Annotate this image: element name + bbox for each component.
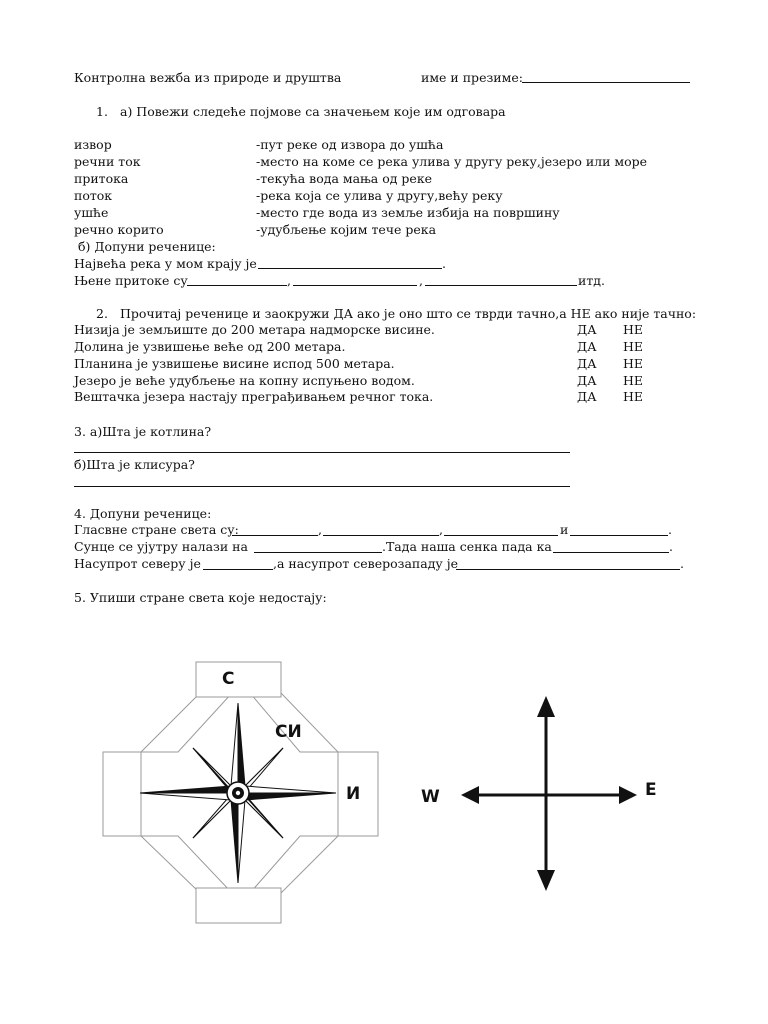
q1-term: извор [74, 137, 112, 152]
rose-center-hole [236, 791, 240, 795]
q1b-sentence-2-end: итд. [578, 273, 605, 288]
rose-point-s-half [238, 793, 245, 883]
compass-rose-diagram [96, 655, 386, 930]
q4-blank-8[interactable] [456, 569, 680, 570]
q1-number: 1. [96, 104, 108, 119]
q1-definition: -пут реке од извора до ушћа [256, 137, 444, 152]
q2-statement: Вештачка језера настају преграђивањем речног тока. [74, 389, 434, 404]
rose-point-w-half [140, 793, 238, 800]
q2-yes-option[interactable]: ДА [577, 322, 597, 337]
q1b-label: б) Допуни реченице: [78, 239, 216, 254]
q4-period: . [668, 522, 672, 537]
rose-point-n [238, 703, 245, 793]
q4-blank-6[interactable] [553, 552, 669, 553]
q1b-sep-2: , [419, 273, 423, 288]
rose-point-n-half [231, 703, 238, 793]
q1b-blank-2[interactable] [187, 285, 287, 286]
q1-term: притока [74, 171, 129, 186]
q1-definition: -река која се улива у другу,већу реку [256, 188, 503, 203]
q3b-answer-line[interactable] [74, 486, 570, 487]
q1b-sentence-1: Највећа река у мом крају је [74, 256, 257, 271]
name-label: име и презиме: [421, 70, 523, 85]
name-blank[interactable] [522, 82, 690, 83]
q2-statement: Долина је узвишење веће од 200 метара. [74, 339, 346, 354]
q1b-sep-1: , [287, 273, 291, 288]
cross-label-east: E [645, 780, 657, 800]
rose-point-e [238, 793, 336, 800]
q2-no-option[interactable]: НЕ [623, 356, 644, 371]
q4-blank-1[interactable] [232, 535, 318, 536]
rose-frame-nw [141, 693, 232, 752]
q2-no-option[interactable]: НЕ [623, 322, 644, 337]
q4-sentence-2: Сунце се ујутру налази на [74, 539, 248, 554]
rose-point-w [140, 786, 238, 793]
rose-label-east: И [346, 784, 361, 804]
q4-blank-2[interactable] [323, 535, 439, 536]
arrow-south[interactable] [537, 870, 555, 891]
q4-blank-3[interactable] [444, 535, 558, 536]
q2-yes-option[interactable]: ДА [577, 356, 597, 371]
worksheet-title: Контролна вежба из природе и друштва [74, 70, 342, 85]
q4-period: . [680, 556, 684, 571]
q4-blank-5[interactable] [254, 552, 382, 553]
q4-sentence-1: Гласвне стране света су: [74, 522, 239, 537]
rose-frame-sw [141, 836, 232, 893]
q1-definition: -место на коме се река улива у другу реку,језеро или море [256, 154, 648, 169]
q2-instruction: Прочитај реченице и заокружи ДА ако је оно што се тврди тачно,а НЕ ако није тачно: [120, 306, 697, 321]
direction-cross-diagram [410, 690, 670, 895]
q1-term: поток [74, 188, 113, 203]
q1-definition: -место где вода из земље избија на површину [256, 205, 560, 220]
q2-statement: Језеро је веће удубљење на копну испуњено водом. [74, 373, 415, 388]
q4-instruction: 4. Допуни реченице: [74, 506, 212, 521]
q1b-sentence-1-end: . [442, 256, 446, 271]
q3a-answer-line[interactable] [74, 452, 570, 453]
q2-yes-option[interactable]: ДА [577, 339, 597, 354]
q4-comma: , [318, 522, 322, 537]
north-box[interactable] [196, 662, 281, 697]
rose-label-north: С [222, 669, 235, 689]
q2-yes-option[interactable]: ДА [577, 389, 597, 404]
q4-sentence-2-mid: .Тада наша сенка пада ка [382, 539, 552, 554]
q1-definition: -текућа вода мања од реке [256, 171, 433, 186]
rose-point-s [231, 793, 238, 883]
q4-period: . [669, 539, 673, 554]
q2-statement: Планина је узвишење висине испод 500 метара. [74, 356, 395, 371]
q2-no-option[interactable]: НЕ [623, 389, 644, 404]
q2-no-option[interactable]: НЕ [623, 373, 644, 388]
q1-term: речно корито [74, 222, 164, 237]
q1b-blank-1[interactable] [258, 268, 442, 269]
q2-no-option[interactable]: НЕ [623, 339, 644, 354]
cross-label-west: W [421, 787, 440, 807]
rose-label-northeast: СИ [275, 722, 302, 742]
q1-instruction: а) Повежи следеће појмове са значењем које им одговара [120, 104, 506, 119]
q3b-question: б)Шта је клисура? [74, 457, 195, 472]
q1-term: ушће [74, 205, 109, 220]
q1-definition: -удубљење којим тече река [256, 222, 437, 237]
q5-instruction: 5. Упиши стране света које недостају: [74, 590, 327, 605]
q1b-blank-3[interactable] [293, 285, 417, 286]
q4-sentence-3-mid: ,а насупрот северозападу је [273, 556, 458, 571]
q2-statement: Низија је земљиште до 200 метара надморске висине. [74, 322, 435, 337]
west-box[interactable] [103, 752, 141, 836]
q4-blank-7[interactable] [203, 569, 273, 570]
q4-blank-4[interactable] [570, 535, 668, 536]
rose-point-e-half [238, 786, 336, 793]
q4-sentence-3: Насупрот северу је [74, 556, 201, 571]
q1b-blank-4[interactable] [425, 285, 577, 286]
rose-frame-se [250, 836, 338, 893]
south-box[interactable] [196, 888, 281, 923]
q4-and: и [560, 522, 569, 537]
q3a-question: 3. а)Шта је котлина? [74, 424, 212, 439]
arrow-north[interactable] [537, 696, 555, 717]
q2-yes-option[interactable]: ДА [577, 373, 597, 388]
q2-number: 2. [96, 306, 108, 321]
q1-term: речни ток [74, 154, 141, 169]
q1b-sentence-2: Њене притоке су [74, 273, 188, 288]
arrow-east [619, 786, 637, 804]
arrow-west [461, 786, 479, 804]
q4-comma: , [439, 522, 443, 537]
